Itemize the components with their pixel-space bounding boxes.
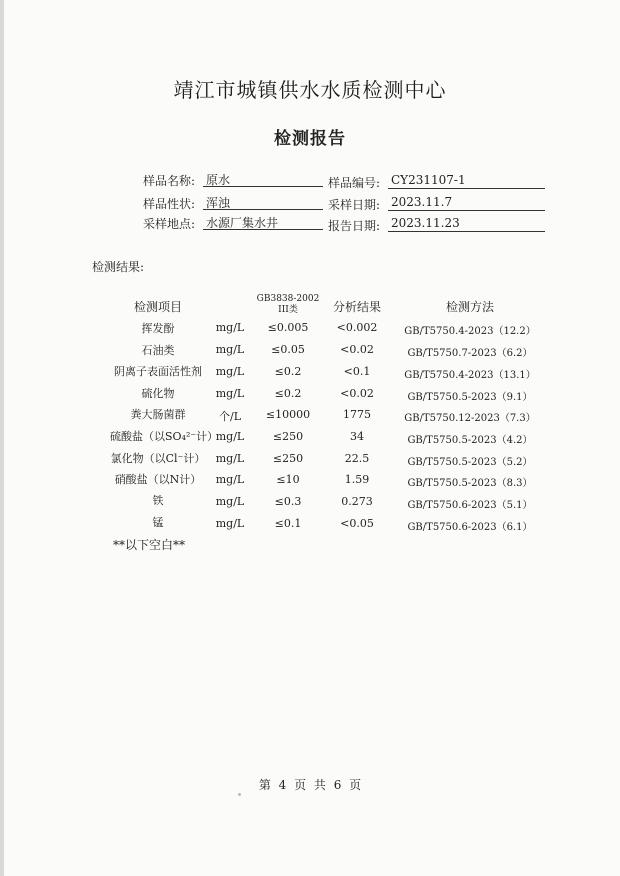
sampling-location-field [143,215,279,232]
results-label: 检测结果: [92,260,145,274]
row-method: GB/T5750.6-2023（6.1） [407,522,533,533]
row-method: GB/T5750.6-2023（5.1） [407,500,533,511]
row-limit: ≤10000 [265,408,311,421]
row-item: 粪大肠菌群 [130,408,186,421]
row-item: 硝酸盐（以N计） [114,473,202,486]
report-title: 检测报告 [274,129,346,149]
row-result: 1.59 [344,473,370,486]
row-method: GB/T5750.4-2023（12.2） [404,326,536,337]
row-limit: ≤0.2 [274,365,302,378]
row-unit: mg/L [215,321,245,334]
sample-code-value: CY231107-1 [388,173,545,189]
row-result: 1775 [343,408,371,421]
row-limit: ≤10 [276,473,300,486]
report-date-label: 报告日期: [328,219,381,233]
sample-code-field [328,173,466,191]
row-item: 阴离子表面活性剂 [114,365,202,378]
sample-name-label: 样品名称: [143,174,196,188]
row-item: 氯化物（以Cl⁻计） [110,452,206,465]
row-method: GB/T5750.5-2023（5.2） [407,457,533,468]
row-method: GB/T5750.4-2023（13.1） [404,370,536,381]
row-unit: mg/L [215,452,245,465]
sampling-date-label: 采样日期: [328,198,381,212]
row-result: <0.02 [340,343,374,356]
row-item: 硫化物 [141,387,175,400]
page-number: 第 4 页 共 6 页 [258,778,362,792]
row-limit: ≤250 [272,452,304,465]
row-unit: mg/L [215,517,245,530]
row-item: 挥发酚 [141,322,175,335]
row-method: GB/T5750.5-2023（9.1） [407,392,533,403]
row-method: GB/T5750.5-2023（4.2） [407,435,533,446]
row-unit: mg/L [215,343,245,356]
header-item: 检测项目 [133,300,182,314]
header-standard-line1: GB3838-2002 [256,294,320,304]
sample-name-value: 原水 [203,171,323,187]
row-limit: ≤0.3 [274,495,302,508]
header-result: 分析结果 [332,300,381,314]
row-method: GB/T5750.7-2023（6.2） [407,348,533,359]
sampling-location-label: 采样地点: [143,217,196,231]
row-unit: mg/L [215,495,245,508]
row-result: 22.5 [344,452,370,465]
sample-code-label: 样品编号: [328,176,381,190]
row-limit: ≤0.1 [274,517,302,530]
row-item: 锰 [152,516,164,529]
row-method: GB/T5750.5-2023（8.3） [407,478,533,489]
row-unit: mg/L [215,387,245,400]
sampling-date-value: 2023.11.7 [388,195,545,211]
sample-name-field [143,172,231,189]
blank-below-note: **以下空白** [113,538,186,552]
row-limit: ≤0.05 [271,343,305,356]
row-result: 0.273 [341,495,373,508]
scan-speck [238,793,241,796]
organization-name: 靖江市城镇供水水质检测中心 [173,78,447,102]
row-result: 34 [350,430,364,443]
row-result: <0.02 [340,387,374,400]
report-date-value: 2023.11.23 [388,216,545,232]
row-result: <0.05 [340,517,374,530]
row-unit: mg/L [215,473,245,486]
row-limit: ≤250 [272,430,304,443]
row-item: 硫酸盐（以SO₄²⁻计） [110,430,219,443]
row-item: 铁 [152,494,164,507]
sampling-date-field [328,195,453,213]
row-method: GB/T5750.12-2023（7.3） [404,413,536,424]
row-limit: ≤0.005 [267,321,309,334]
sample-property-field [143,195,231,212]
header-method: 检测方法 [445,300,494,314]
row-result: <0.002 [336,321,378,334]
row-unit: mg/L [215,365,245,378]
report-date-field [328,216,460,234]
row-item: 石油类 [141,344,175,357]
row-unit: mg/L [215,430,245,443]
row-limit: ≤0.2 [274,387,302,400]
header-standard [255,294,321,316]
sampling-location-value: 水源厂集水井 [203,214,323,230]
sample-property-label: 样品性状: [143,197,196,211]
sample-property-value: 浑浊 [203,194,323,210]
row-unit: 个/L [218,410,241,423]
header-standard-line2: III类 [278,305,298,315]
row-result: <0.1 [343,365,371,378]
